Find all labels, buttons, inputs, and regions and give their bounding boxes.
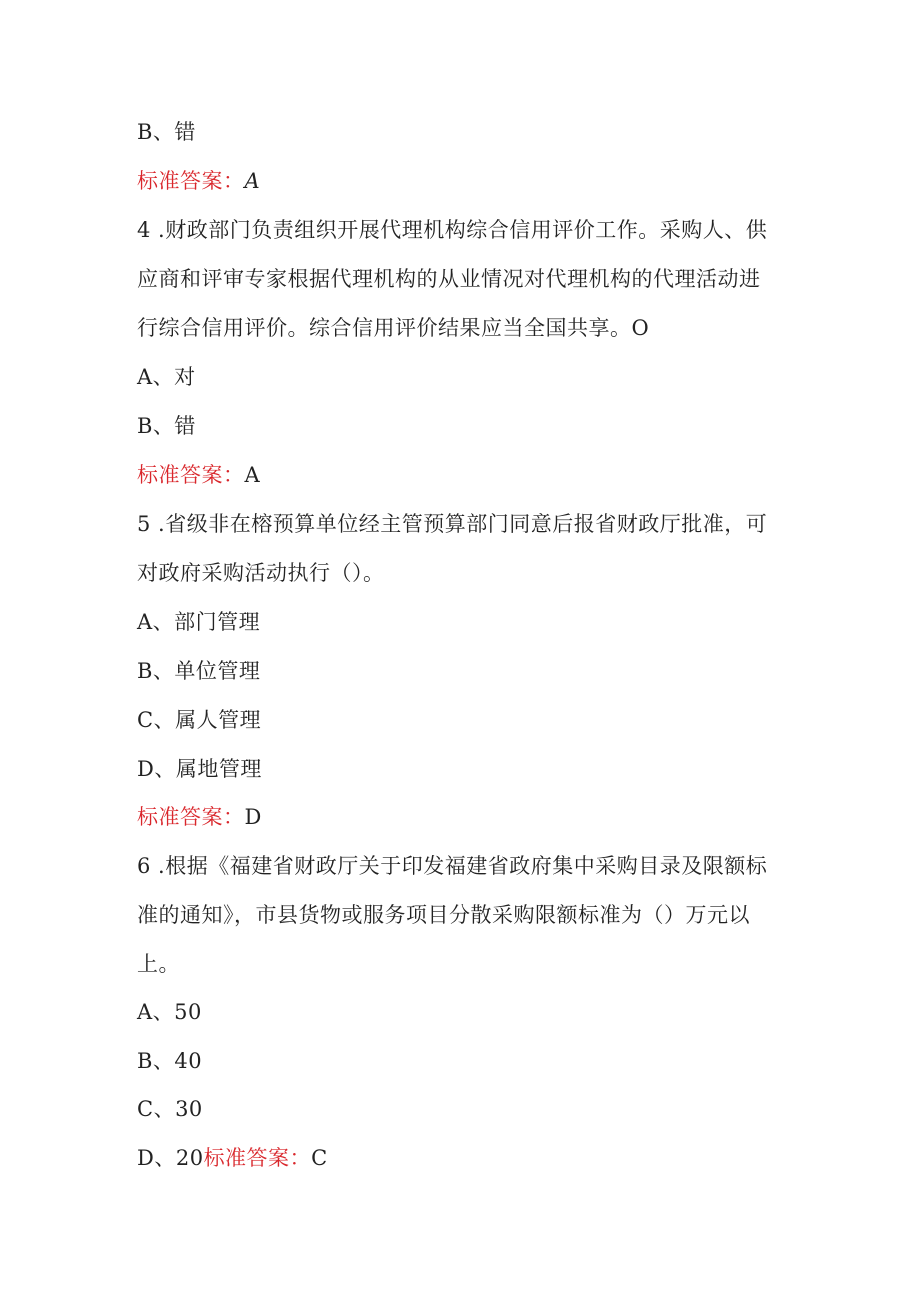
q4-option-a: A、对 bbox=[137, 365, 196, 389]
answer-value: A bbox=[244, 169, 261, 193]
answer-label: 标准答案： bbox=[137, 169, 245, 193]
q5-text-line-2: 对政府采购活动执行（）。 bbox=[137, 561, 385, 585]
answer-value: C bbox=[311, 1146, 328, 1170]
q4-text-line-2: 应商和评审专家根据代理机构的从业情况对代理机构的代理活动进 bbox=[137, 267, 761, 291]
q6-text-line-1: 6 .根据《福建省财政厅关于印发福建省政府集中采购目录及限额标 bbox=[137, 854, 768, 878]
q5-option-d: D、属地管理 bbox=[137, 757, 262, 781]
q5-answer bbox=[137, 803, 262, 831]
q4-text-line-1: 4 .财政部门负责组织开展代理机构综合信用评价工作。采购人、供 bbox=[137, 218, 768, 242]
q6-option-d: D、20 bbox=[137, 1146, 204, 1170]
answer-label: 标准答案： bbox=[203, 1146, 312, 1170]
q5-option-c: C、属人管理 bbox=[137, 708, 262, 732]
q6-text-line-2: 准的通知》，市县货物或服务项目分散采购限额标准为（）万元以 bbox=[137, 903, 750, 927]
q5-option-b: B、单位管理 bbox=[137, 659, 261, 683]
q6-text-line-3: 上。 bbox=[137, 952, 180, 976]
q3-option-b: B、错 bbox=[137, 120, 196, 144]
q6-option-b: B、40 bbox=[137, 1049, 203, 1073]
answer-value: D bbox=[244, 805, 262, 829]
q6-option-c: C、30 bbox=[137, 1097, 203, 1121]
q6-option-a: A、50 bbox=[137, 1000, 202, 1024]
answer-label: 标准答案： bbox=[137, 805, 245, 829]
q3-answer bbox=[137, 167, 260, 195]
q4-answer bbox=[137, 461, 260, 489]
answer-label: 标准答案： bbox=[137, 463, 245, 487]
q6-option-d-with-answer bbox=[137, 1144, 328, 1172]
q4-text-line-3: 行综合信用评价。综合信用评价结果应当全国共享。O bbox=[137, 316, 650, 340]
answer-value: A bbox=[244, 463, 261, 487]
q5-option-a: A、部门管理 bbox=[137, 610, 261, 634]
q4-option-b: B、错 bbox=[137, 414, 196, 438]
q5-text-line-1: 5 .省级非在榕预算单位经主管预算部门同意后报省财政厅批准，可 bbox=[137, 512, 768, 536]
